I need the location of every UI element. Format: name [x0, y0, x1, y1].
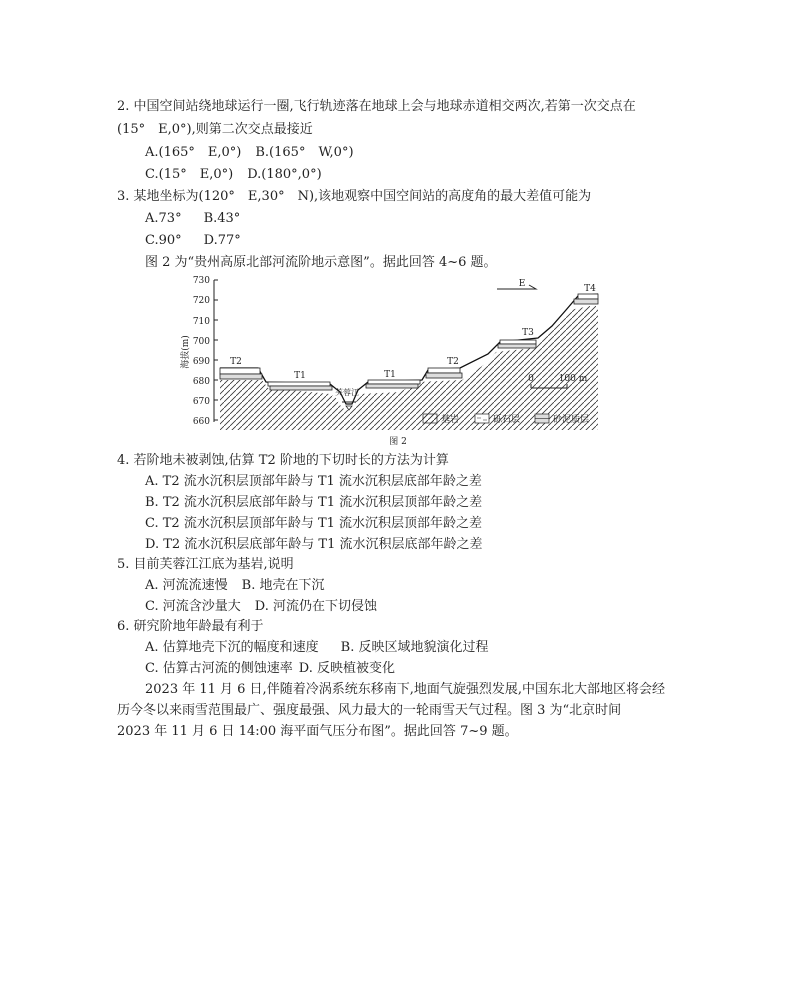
legend-bedrock-swatch: [423, 414, 437, 423]
q5-stem: 5. 目前芙蓉江江底为基岩,说明: [117, 557, 294, 572]
legend-bedrock-label: 基岩: [441, 415, 460, 425]
q2-options-row1: [145, 145, 354, 161]
bedrock: [220, 306, 598, 430]
q6-option-c: C. 估算古河流的侧蚀速率: [145, 661, 293, 676]
river-terrace-diagram: [170, 270, 610, 450]
terrace-label-t2-left: T2: [230, 357, 242, 367]
figure3-intro-line2: 历今冬以来雨雪范围最广、强度最强、风力最大的一轮雨雪天气过程。图 3 为“北京时间: [117, 703, 622, 718]
q3-option-b: B.43°: [203, 211, 241, 226]
q2-option-d: D.(180°,0°): [247, 167, 322, 182]
q3-options-row1: [145, 211, 240, 227]
ytick-680: 680: [192, 377, 210, 387]
legend-gravel-swatch: [475, 414, 489, 423]
q4-option-a: A. T2 流水沉积层顶部年龄与 T1 流水沉积层底部年龄之差: [145, 474, 482, 489]
ytick-730: 730: [192, 276, 210, 286]
q5-option-b: B. 地壳在下沉: [241, 578, 325, 593]
east-arrow-icon: [497, 285, 536, 289]
figure3-intro-line1: 2023 年 11 月 6 日,伴随着冷涡系统东移南下,地面气旋强烈发展,中国东北大部地区将会经: [145, 682, 665, 697]
q6-option-a: A. 估算地壳下沉的幅度和速度: [145, 640, 319, 655]
q2-option-b: B.(165° W,0°): [255, 145, 354, 160]
terrace-label-t1-left: T1: [294, 371, 306, 381]
q3-options-row2: [145, 233, 241, 249]
q3-option-d: D.77°: [203, 233, 241, 248]
q2-option-c: C.(15° E,0°): [145, 167, 234, 182]
figure-caption: 图 2: [389, 437, 407, 447]
ytick-700: 700: [192, 337, 210, 347]
q3-option-a: A.73°: [145, 211, 182, 226]
q4-stem: 4. 若阶地未被剥蚀,估算 T2 阶地的下切时长的方法为计算: [117, 453, 449, 468]
q3-option-c: C.90°: [145, 233, 182, 248]
ytick-710: 710: [192, 317, 210, 327]
ytick-690: 690: [192, 357, 210, 367]
q4-option-c: C. T2 流水沉积层顶部年龄与 T1 流水沉积层顶部年龄之差: [145, 516, 483, 531]
direction-label: E: [518, 279, 526, 289]
y-axis-label: 海拔(m): [181, 335, 191, 369]
q5-option-d: D. 河流仍在下切侵蚀: [254, 599, 377, 614]
terrace-label-t3: T3: [522, 328, 534, 338]
q5-options-row2: [145, 599, 377, 615]
ytick-720: 720: [192, 296, 210, 306]
q3-stem: 3. 某地坐标为(120° E,30° N),该地观察中国空间站的高度角的最大差值可能为: [117, 189, 592, 204]
q5-option-a: A. 河流流速慢: [145, 578, 228, 593]
figure3-intro-line3: 2023 年 11 月 6 日 14:00 海平面气压分布图”。据此回答 7~9 题。: [117, 724, 518, 739]
q6-option-d: D. 反映植被变化: [298, 661, 395, 676]
ytick-660: 660: [192, 417, 210, 427]
terrace-label-t1-right: T1: [384, 370, 396, 380]
q4-option-b: B. T2 流水沉积层底部年龄与 T1 流水沉积层顶部年龄之差: [145, 495, 483, 510]
q4-option-d: D. T2 流水沉积层底部年龄与 T1 流水沉积层底部年龄之差: [145, 537, 483, 552]
q2-stem-line2: (15° E,0°),则第二次交点最接近: [117, 122, 313, 137]
q2-options-row2: [145, 167, 322, 183]
q5-options-row1: [145, 578, 324, 594]
river-label: 芙蓉江: [335, 388, 359, 397]
q2-option-a: A.(165° E,0°): [145, 145, 242, 160]
figure2-intro: 图 2 为“贵州高原北部河流阶地示意图”。据此回答 4~6 题。: [145, 255, 497, 270]
scale-end: 100 m: [558, 374, 588, 384]
ytick-670: 670: [192, 397, 210, 407]
q6-options-row1: [145, 640, 488, 656]
legend-gravel-label: 砾石层: [493, 415, 521, 425]
legend-sand-mud-label: 砂泥质层: [553, 415, 590, 425]
q6-options-row2: [145, 661, 395, 677]
q2-stem-line1: 2. 中国空间站绕地球运行一圈,飞行轨迹落在地球上会与地球赤道相交两次,若第一次交点在: [117, 99, 636, 114]
q6-option-b: B. 反映区域地貌演化过程: [340, 640, 489, 655]
q6-stem: 6. 研究阶地年龄最有利于: [117, 619, 264, 634]
terrace-label-t4: T4: [584, 284, 596, 294]
q5-option-c: C. 河流含沙量大: [145, 599, 241, 614]
terrace-label-t2-right: T2: [447, 357, 459, 367]
scale-zero: 0: [528, 374, 534, 384]
